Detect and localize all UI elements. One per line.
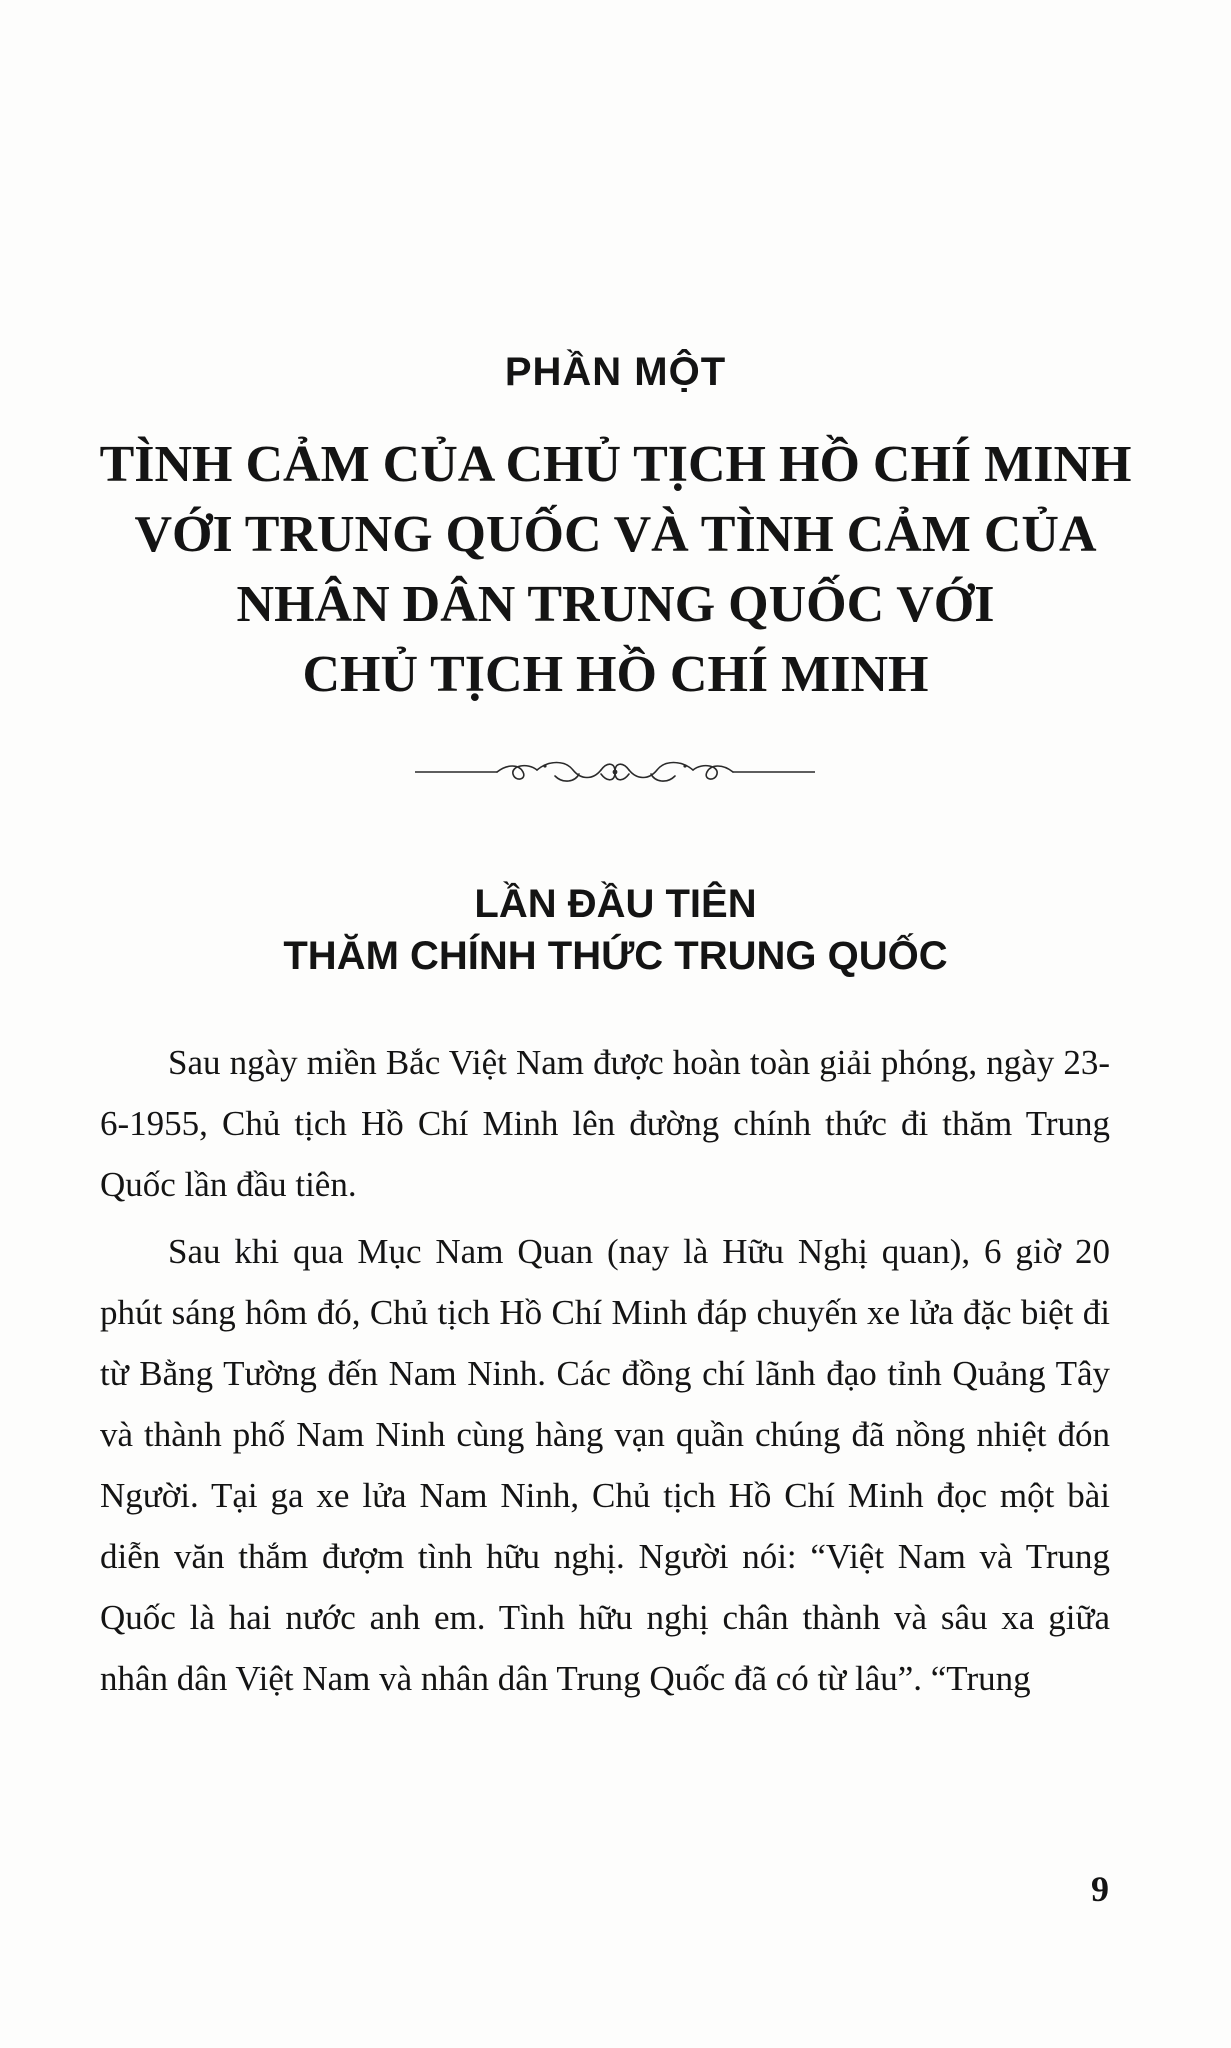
part-title-line: NHÂN DÂN TRUNG QUỐC VỚI: [236, 576, 995, 633]
part-title: [60, 430, 1171, 710]
chapter-title-line: LẦN ĐẦU TIÊN: [474, 882, 757, 926]
part-title-line: CHỦ TỊCH HỒ CHÍ MINH: [302, 646, 929, 703]
paragraph: Sau khi qua Mục Nam Quan (nay là Hữu Nghị quan), 6 giờ 20 phút sáng hôm đó, Chủ tịch Hồ Chí Minh đáp chuyến xe lửa đặc biệt đi từ Bằng Tường đến Nam Ninh. Các đồng chí lãnh đạo tỉnh Quảng Tây và thành phố Nam Ninh cùng hàng vạn quần chúng đã nồng nhiệt đón Người. Tại ga xe lửa Nam Ninh, Chủ tịch Hồ Chí Minh đọc một bài diễn văn thắm đượm tình hữu nghị. Người nói: “Việt Nam và Trung Quốc là hai nước anh em. Tình hữu nghị chân thành và sâu xa giữa nhân dân Việt Nam và nhân dân Trung Quốc đã có từ lâu”. “Trung: [100, 1232, 1110, 1698]
flourish-divider-icon: [415, 752, 815, 792]
page-number: 9: [1091, 1869, 1109, 1909]
part-title-line: TÌNH CẢM CỦA CHỦ TỊCH HỒ CHÍ MINH: [99, 436, 1132, 493]
part-label: PHẦN MỘT: [504, 350, 727, 394]
chapter-title: [0, 878, 1231, 982]
body-text: [100, 1032, 1110, 1715]
paragraph: Sau ngày miền Bắc Việt Nam được hoàn toàn giải phóng, ngày 23-6-1955, Chủ tịch Hồ Chí Minh lên đường chính thức đi thăm Trung Quốc lần đầu tiên.: [100, 1043, 1110, 1204]
part-title-line: VỚI TRUNG QUỐC VÀ TÌNH CẢM CỦA: [134, 506, 1097, 563]
chapter-title-line: THĂM CHÍNH THỨC TRUNG QUỐC: [283, 934, 948, 978]
